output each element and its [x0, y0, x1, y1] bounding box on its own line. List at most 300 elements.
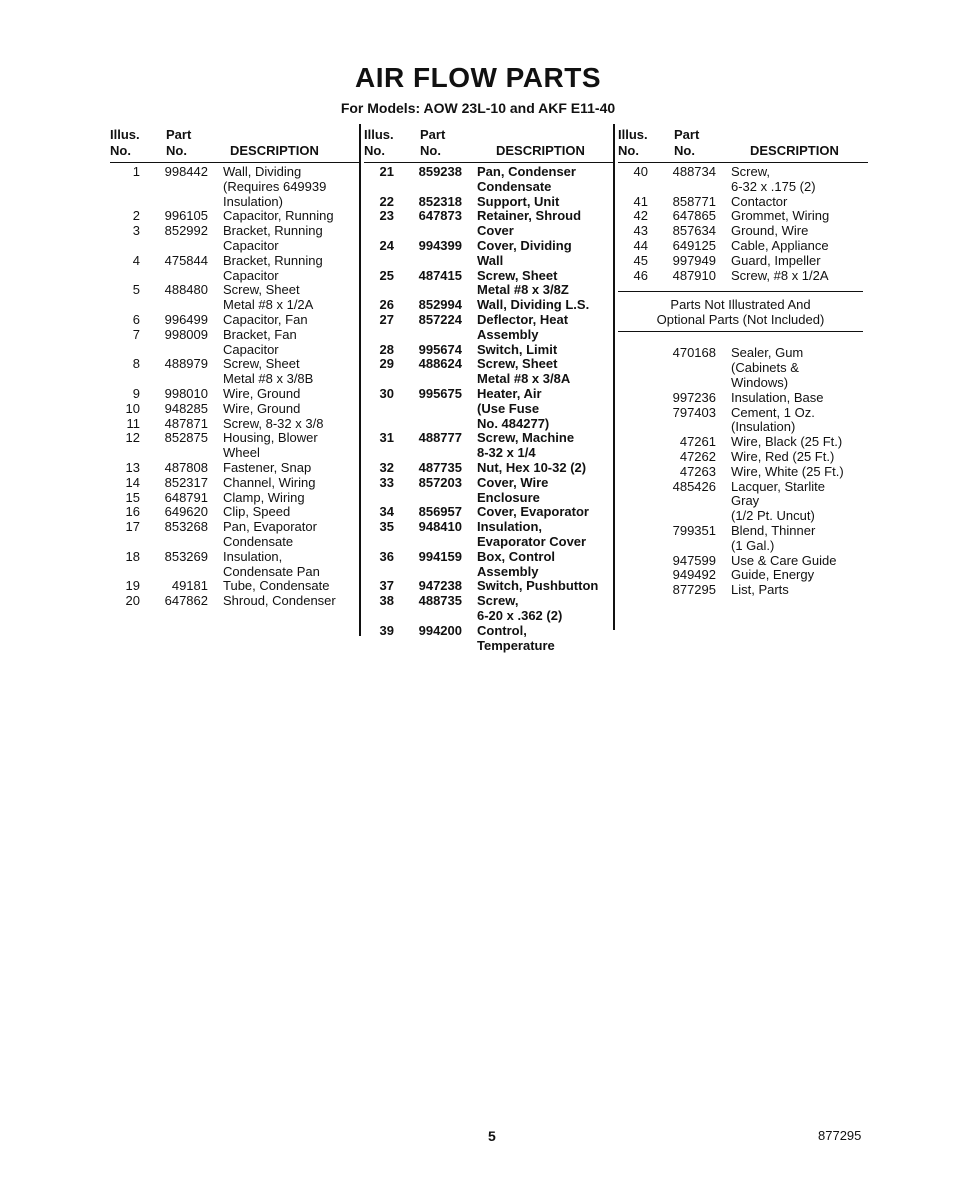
part-number: 857634 — [672, 223, 716, 239]
table-row — [618, 554, 868, 569]
part-description — [716, 254, 868, 269]
header-part: Part — [420, 127, 446, 142]
illus-number — [618, 524, 648, 554]
illus-number: 7 — [132, 326, 140, 342]
description-line: Wheel — [223, 445, 260, 461]
part-description — [462, 476, 614, 506]
part-description — [462, 313, 614, 343]
description-line: Insulation, — [477, 519, 542, 535]
part-description — [208, 209, 360, 224]
description-line: Wire, Ground — [223, 385, 301, 401]
table-row — [110, 357, 360, 387]
part-description — [716, 165, 868, 195]
illus-number: 32 — [379, 459, 394, 475]
description-line: (Requires 649939 — [223, 178, 327, 194]
part-description — [462, 269, 614, 299]
illus-number: 38 — [379, 593, 394, 609]
part-description — [716, 391, 868, 406]
table-row — [364, 387, 614, 431]
part-description — [462, 357, 614, 387]
description-line: Support, Unit — [477, 193, 560, 209]
description-line: Screw, 8-32 x 3/8 — [223, 415, 324, 431]
part-number: 647873 — [418, 208, 462, 224]
part-number: 475844 — [164, 252, 208, 268]
illus-number: 18 — [125, 548, 140, 564]
description-line: Capacitor — [223, 341, 279, 357]
illus-number: 45 — [633, 252, 648, 268]
part-description — [462, 520, 614, 550]
part-description — [716, 346, 868, 390]
table-row — [110, 328, 360, 358]
table-row — [110, 594, 360, 609]
part-description — [462, 165, 614, 195]
description-line: Metal #8 x 3/8Z — [477, 282, 569, 298]
illus-number — [618, 568, 648, 583]
description-line: Housing, Blower — [223, 430, 318, 446]
illus-number — [618, 346, 648, 390]
part-description — [208, 417, 360, 432]
part-number: 852318 — [418, 193, 462, 209]
part-description — [208, 579, 360, 594]
part-description — [462, 239, 614, 269]
part-description — [462, 505, 614, 520]
illus-number: 20 — [125, 593, 140, 609]
description-line: 6-32 x .175 (2) — [731, 178, 816, 194]
part-description — [208, 550, 360, 580]
part-number: 49181 — [171, 578, 208, 594]
part-description — [716, 450, 868, 465]
part-number: 487735 — [418, 459, 462, 475]
description-line: Capacitor, Running — [223, 208, 334, 224]
description-line: Pan, Condenser — [477, 164, 576, 179]
table-header — [618, 124, 868, 163]
illus-number — [618, 465, 648, 480]
description-line: Cable, Appliance — [731, 237, 829, 253]
illus-number: 2 — [132, 208, 140, 224]
illus-number: 28 — [379, 341, 394, 357]
header-part: Part — [166, 127, 192, 142]
part-number: 647862 — [164, 593, 208, 609]
illus-number: 26 — [379, 297, 394, 313]
illus-number: 1 — [132, 164, 140, 179]
part-description — [716, 554, 868, 569]
description-line: Condensate — [223, 533, 294, 549]
illus-number: 29 — [379, 356, 394, 372]
part-description — [716, 524, 868, 554]
header-part-no: No. — [166, 143, 187, 158]
illus-number: 12 — [125, 430, 140, 446]
description-line: Tube, Condensate — [223, 578, 330, 594]
description-line: Bracket, Fan — [223, 326, 297, 342]
part-description — [716, 269, 868, 284]
table-row — [364, 550, 614, 580]
part-number: 852317 — [164, 474, 208, 490]
description-line: Deflector, Heat — [477, 311, 569, 327]
part-description — [462, 195, 614, 210]
header-part-no: No. — [420, 143, 441, 158]
table-row — [364, 461, 614, 476]
part-description — [716, 209, 868, 224]
description-line: Condensate — [477, 178, 552, 194]
description-line: Cover — [477, 223, 514, 239]
description-line: (Use Fuse — [477, 400, 540, 416]
description-line: Enclosure — [477, 489, 540, 505]
part-number: 470168 — [672, 345, 716, 361]
description-line: Control, — [477, 622, 527, 638]
illus-number: 6 — [132, 311, 140, 327]
description-line: Fastener, Snap — [223, 459, 312, 475]
part-description — [716, 465, 868, 480]
optional-heading-line: Optional Parts (Not Included) — [656, 312, 825, 328]
table-row — [364, 195, 614, 210]
part-number: 994159 — [418, 548, 462, 564]
part-description — [208, 476, 360, 491]
part-description — [208, 594, 360, 609]
part-description — [716, 480, 868, 524]
page-subtitle: For Models: AOW 23L-10 and AKF E11-40 — [340, 100, 616, 116]
part-number: 994399 — [418, 237, 462, 253]
description-line: Temperature — [477, 637, 555, 653]
description-line: Screw, Sheet — [223, 356, 300, 372]
header-description: DESCRIPTION — [496, 143, 585, 158]
part-number: 649620 — [164, 504, 208, 520]
table-row — [618, 224, 868, 239]
description-line: Assembly — [477, 563, 539, 579]
header-illus-no: No. — [110, 143, 131, 158]
description-line: Switch, Limit — [477, 341, 558, 357]
part-number: 488979 — [164, 356, 208, 372]
part-number: 649125 — [672, 237, 716, 253]
description-line: Cover, Dividing — [477, 237, 572, 253]
table-row — [618, 524, 868, 554]
part-number: 995674 — [418, 341, 462, 357]
illus-number: 35 — [379, 519, 394, 535]
part-description — [462, 624, 614, 654]
part-number: 997949 — [672, 252, 716, 268]
part-description — [208, 520, 360, 550]
illus-number: 30 — [379, 385, 394, 401]
table-row — [110, 579, 360, 594]
table-row — [618, 465, 868, 480]
table-row — [618, 568, 868, 583]
parts-column-3 — [618, 124, 868, 598]
part-number: 948410 — [418, 519, 462, 535]
table-row — [110, 417, 360, 432]
part-number: 996105 — [164, 208, 208, 224]
part-number: 857224 — [418, 311, 462, 327]
illus-number — [618, 450, 648, 465]
part-number: 648791 — [164, 489, 208, 505]
table-row — [618, 583, 868, 598]
table-row — [364, 343, 614, 358]
description-line: Clip, Speed — [223, 504, 291, 520]
description-line: Wall — [477, 252, 504, 268]
part-description — [208, 313, 360, 328]
part-number: 998442 — [164, 164, 208, 179]
part-number: 877295 — [672, 582, 716, 598]
description-line: Screw, Machine — [477, 430, 575, 446]
description-line: Screw, Sheet — [223, 282, 300, 298]
table-header — [364, 124, 614, 163]
description-line: Insulation, — [223, 548, 283, 564]
description-line: Bracket, Running — [223, 223, 323, 239]
description-line: List, Parts — [731, 582, 789, 598]
illus-number: 14 — [125, 474, 140, 490]
illus-number: 3 — [132, 223, 140, 239]
part-number: 998009 — [164, 326, 208, 342]
description-line: Condensate Pan — [223, 563, 320, 579]
illus-number: 44 — [633, 237, 648, 253]
part-description — [208, 431, 360, 461]
part-description — [208, 357, 360, 387]
table-header — [110, 124, 360, 163]
document-number: 877295 — [818, 1128, 862, 1143]
illus-number: 9 — [132, 385, 140, 401]
part-description — [208, 283, 360, 313]
header-illus-no: No. — [364, 143, 385, 158]
illus-number: 19 — [125, 578, 140, 594]
description-line: Guard, Impeller — [731, 252, 821, 268]
illus-number: 22 — [379, 193, 394, 209]
table-row — [364, 313, 614, 343]
description-line: Wall, Dividing L.S. — [477, 297, 590, 313]
description-line: Metal #8 x 3/8B — [223, 371, 314, 387]
table-row — [618, 391, 868, 406]
part-description — [716, 435, 868, 450]
part-description — [462, 461, 614, 476]
part-number: 947599 — [672, 552, 716, 568]
part-number: 857203 — [418, 474, 462, 490]
part-description — [462, 343, 614, 358]
part-description — [208, 254, 360, 284]
description-line: Screw, — [731, 164, 771, 179]
description-line: Insulation) — [223, 193, 283, 209]
description-line: Heater, Air — [477, 385, 542, 401]
part-number: 852875 — [164, 430, 208, 446]
illus-number — [618, 480, 648, 524]
parts-list — [618, 165, 868, 283]
part-description — [462, 579, 614, 594]
table-row — [618, 269, 868, 284]
illus-number: 39 — [379, 622, 394, 638]
part-description — [208, 165, 360, 209]
part-number: 949492 — [672, 567, 716, 583]
part-number: 947238 — [418, 578, 462, 594]
illus-number — [618, 406, 648, 436]
part-description — [462, 387, 614, 431]
table-row — [364, 357, 614, 387]
part-description — [716, 224, 868, 239]
part-number: 996499 — [164, 311, 208, 327]
table-row — [110, 224, 360, 254]
part-number: 487415 — [418, 267, 462, 283]
table-row — [110, 461, 360, 476]
illus-number: 40 — [633, 164, 648, 179]
illus-number: 16 — [125, 504, 140, 520]
part-description — [462, 431, 614, 461]
description-line: 8-32 x 1/4 — [477, 445, 536, 461]
part-description — [208, 505, 360, 520]
description-line: Screw, Sheet — [477, 356, 558, 372]
description-line: Grommet, Wiring — [731, 208, 830, 224]
header-description: DESCRIPTION — [750, 143, 839, 158]
table-row — [110, 209, 360, 224]
description-line: No. 484277) — [477, 415, 550, 431]
description-line: Sealer, Gum — [731, 345, 804, 361]
description-line: Lacquer, Starlite — [731, 478, 825, 494]
table-row — [364, 520, 614, 550]
part-number: 47263 — [679, 463, 716, 479]
part-description — [208, 328, 360, 358]
part-description — [208, 224, 360, 254]
table-row — [364, 239, 614, 269]
illus-number: 43 — [633, 223, 648, 239]
illus-number: 11 — [126, 415, 140, 431]
description-line: Pan, Evaporator — [223, 519, 317, 535]
description-line: Insulation, Base — [731, 389, 824, 405]
illus-number — [618, 554, 648, 569]
description-line: Screw, Sheet — [477, 267, 558, 283]
part-number: 852992 — [164, 223, 208, 239]
header-illus: Illus. — [618, 127, 648, 142]
description-line: 6-20 x .362 (2) — [477, 607, 563, 623]
illus-number — [618, 583, 648, 598]
illus-number: 37 — [379, 578, 394, 594]
description-line: Retainer, Shroud — [477, 208, 582, 224]
table-row — [618, 195, 868, 210]
table-row — [618, 450, 868, 465]
part-number: 647865 — [672, 208, 716, 224]
table-row — [110, 550, 360, 580]
illus-number: 8 — [132, 356, 140, 372]
table-row — [110, 476, 360, 491]
description-line: Capacitor — [223, 237, 279, 253]
optional-heading-line: Parts Not Illustrated And — [670, 297, 811, 313]
table-row — [618, 165, 868, 195]
part-description — [716, 195, 868, 210]
illus-number: 23 — [379, 208, 394, 224]
description-line: Channel, Wiring — [223, 474, 316, 490]
header-illus: Illus. — [364, 127, 394, 142]
table-row — [110, 520, 360, 550]
table-row — [364, 165, 614, 195]
description-line: Screw, — [477, 593, 519, 609]
illus-number: 27 — [379, 311, 394, 327]
description-line: Capacitor — [223, 267, 279, 283]
part-description — [208, 461, 360, 476]
part-number: 852994 — [418, 297, 462, 313]
table-row — [110, 431, 360, 461]
illus-number: 10 — [125, 400, 140, 416]
description-line: Cover, Evaporator — [477, 504, 589, 520]
description-line: Wall, Dividing — [223, 164, 302, 179]
description-line: Evaporator Cover — [477, 533, 587, 549]
part-description — [462, 594, 614, 624]
description-line: (1 Gal.) — [731, 537, 775, 553]
description-line: Use & Care Guide — [731, 552, 837, 568]
description-line: Wire, Black (25 Ft.) — [731, 434, 843, 450]
part-number: 487910 — [672, 267, 716, 283]
description-line: Wire, Ground — [223, 400, 301, 416]
optional-parts-list — [618, 346, 868, 598]
illus-number: 21 — [379, 164, 394, 179]
part-number: 856957 — [418, 504, 462, 520]
description-line: Clamp, Wiring — [223, 489, 305, 505]
table-row — [364, 209, 614, 239]
illus-number: 36 — [379, 548, 394, 564]
part-description — [208, 491, 360, 506]
table-row — [364, 624, 614, 654]
description-line: (Insulation) — [731, 419, 796, 435]
illus-number: 24 — [379, 237, 394, 253]
part-number: 488480 — [164, 282, 208, 298]
illus-number: 34 — [379, 504, 394, 520]
table-row — [618, 480, 868, 524]
description-line: Shroud, Condenser — [223, 593, 336, 609]
part-number: 487871 — [164, 415, 208, 431]
parts-list — [110, 165, 360, 609]
table-row — [618, 406, 868, 436]
description-line: Metal #8 x 1/2A — [223, 297, 314, 313]
description-line: Capacitor, Fan — [223, 311, 308, 327]
table-row — [110, 313, 360, 328]
table-row — [618, 209, 868, 224]
part-description — [462, 298, 614, 313]
description-line: (Cabinets & — [731, 360, 799, 376]
part-description — [208, 387, 360, 402]
table-row — [364, 269, 614, 299]
part-number: 47262 — [679, 448, 716, 464]
illus-number: 25 — [379, 267, 394, 283]
illus-number — [618, 435, 648, 450]
part-number: 853268 — [164, 519, 208, 535]
part-number: 859238 — [418, 164, 462, 179]
illus-number: 31 — [379, 430, 394, 446]
page-title: AIR FLOW PARTS — [354, 62, 601, 93]
illus-number: 42 — [633, 208, 648, 224]
table-row — [618, 346, 868, 390]
table-row — [364, 505, 614, 520]
part-description — [716, 406, 868, 436]
table-row — [618, 435, 868, 450]
parts-column-2 — [364, 124, 614, 653]
parts-list — [364, 165, 614, 653]
table-row — [110, 505, 360, 520]
description-line: Bracket, Running — [223, 252, 323, 268]
table-row — [110, 283, 360, 313]
table-row — [364, 579, 614, 594]
illus-number: 17 — [125, 519, 140, 535]
table-row — [110, 165, 360, 209]
table-row — [364, 431, 614, 461]
table-row — [110, 387, 360, 402]
part-number: 997236 — [672, 389, 716, 405]
part-number: 47261 — [679, 434, 716, 450]
description-line: Ground, Wire — [731, 223, 809, 239]
description-line: Gray — [731, 493, 760, 509]
illus-number: 33 — [379, 474, 394, 490]
part-description — [716, 583, 868, 598]
part-description — [462, 209, 614, 239]
description-line: Switch, Pushbutton — [477, 578, 599, 594]
part-number: 948285 — [164, 400, 208, 416]
part-number: 998010 — [164, 385, 208, 401]
description-line: Blend, Thinner — [731, 522, 816, 538]
description-line: Cement, 1 Oz. — [731, 404, 815, 420]
parts-column-1 — [110, 124, 360, 609]
illus-number — [618, 391, 648, 406]
description-line: Contactor — [731, 193, 788, 209]
